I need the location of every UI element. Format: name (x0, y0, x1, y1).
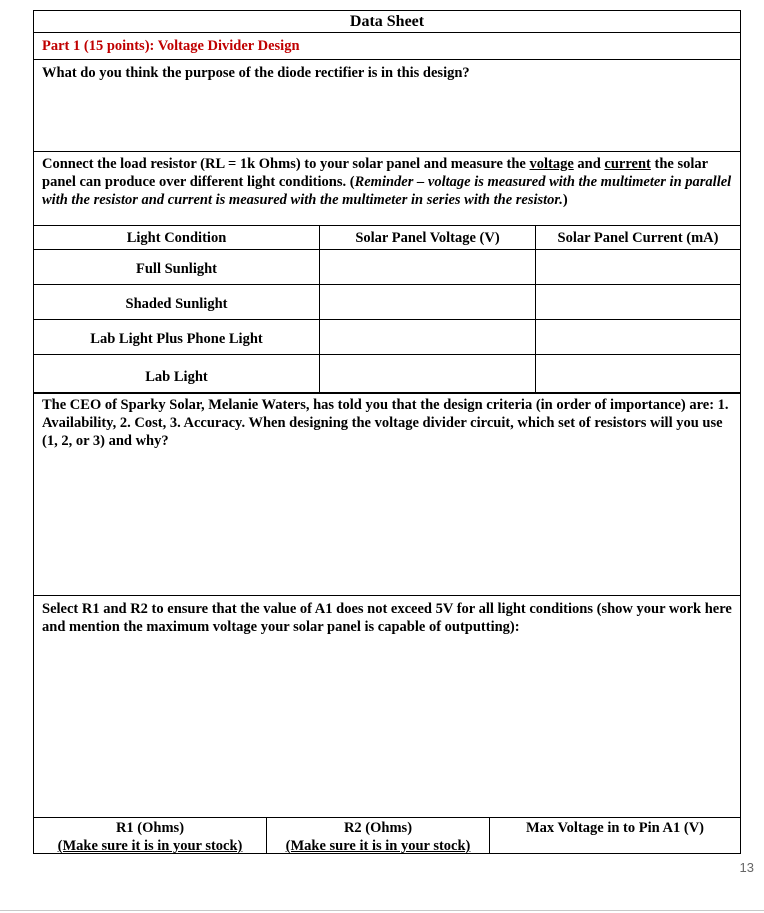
question-1-text: What do you think the purpose of the diode rectifier is in this design? (42, 65, 470, 81)
r1-note: (Make sure it is in your stock) (57, 838, 243, 854)
header-light-condition: Light Condition (34, 226, 320, 250)
q2-text-c: the solar panel can produce over different light conditions. ( (42, 156, 708, 190)
row-label-shaded-sunlight: Shaded Sunlight (34, 285, 320, 320)
r2-answer-cell[interactable] (267, 818, 490, 853)
cell-current-shaded-sunlight[interactable] (536, 285, 740, 320)
question-3-text: The CEO of Sparky Solar, Melanie Waters, has told you that the design criteria (in order of importance) are: 1. Availability, 2. Cost, 3. Accuracy. When designing the voltage divider circuit, which set of resistors will you use (1, 2, or 3) and why? (42, 397, 729, 449)
cell-current-lab-phone-light[interactable] (536, 320, 740, 355)
resistor-answer-row (33, 818, 741, 854)
header-current: Solar Panel Current (mA) (536, 226, 740, 250)
max-voltage-answer-cell[interactable] (490, 818, 740, 853)
data-sheet (33, 10, 741, 854)
cell-voltage-lab-light[interactable] (320, 355, 536, 392)
sheet-title: Data Sheet (33, 10, 741, 33)
r1-label: R1 (Ohms) (115, 820, 185, 836)
cell-voltage-full-sunlight[interactable] (320, 250, 536, 285)
measurement-table (33, 226, 741, 393)
page-number: 13 (739, 860, 754, 875)
row-label-lab-phone-light: Lab Light Plus Phone Light (34, 320, 320, 355)
r1-answer-cell[interactable] (34, 818, 267, 853)
q2-reminder: Reminder – voltage is measured with the multimeter in parallel with the resistor and current is measured with the multimeter in series with the resistor. (42, 174, 732, 208)
q2-text-b: and (573, 156, 605, 172)
cell-current-lab-light[interactable] (536, 355, 740, 392)
part-heading: Part 1 (15 points): Voltage Divider Design (33, 33, 741, 60)
cell-voltage-shaded-sunlight[interactable] (320, 285, 536, 320)
question-design-criteria[interactable] (33, 393, 741, 596)
r2-note: (Make sure it is in your stock) (285, 838, 471, 854)
row-label-lab-light: Lab Light (34, 355, 320, 392)
cell-current-full-sunlight[interactable] (536, 250, 740, 285)
question-4-text: Select R1 and R2 to ensure that the value of A1 does not exceed 5V for all light conditions (show your work here and mention the maximum voltage your solar panel is capable of outputting): (42, 601, 732, 635)
question-diode-rectifier[interactable] (33, 60, 741, 152)
max-voltage-label: Max Voltage in to Pin A1 (V) (525, 820, 705, 836)
question-load-resistor (33, 152, 741, 226)
page-footer-divider (0, 910, 764, 911)
header-voltage: Solar Panel Voltage (V) (320, 226, 536, 250)
r2-label: R2 (Ohms) (343, 820, 413, 836)
q2-text-a: Connect the load resistor (RL = 1k Ohms) to your solar panel and measure the (42, 156, 530, 172)
q2-voltage-word: voltage (529, 156, 574, 172)
cell-voltage-lab-phone-light[interactable] (320, 320, 536, 355)
q2-text-d: ) (562, 192, 568, 208)
row-label-full-sunlight: Full Sunlight (34, 250, 320, 285)
question-select-resistors[interactable] (33, 596, 741, 818)
q2-current-word: current (604, 156, 651, 172)
